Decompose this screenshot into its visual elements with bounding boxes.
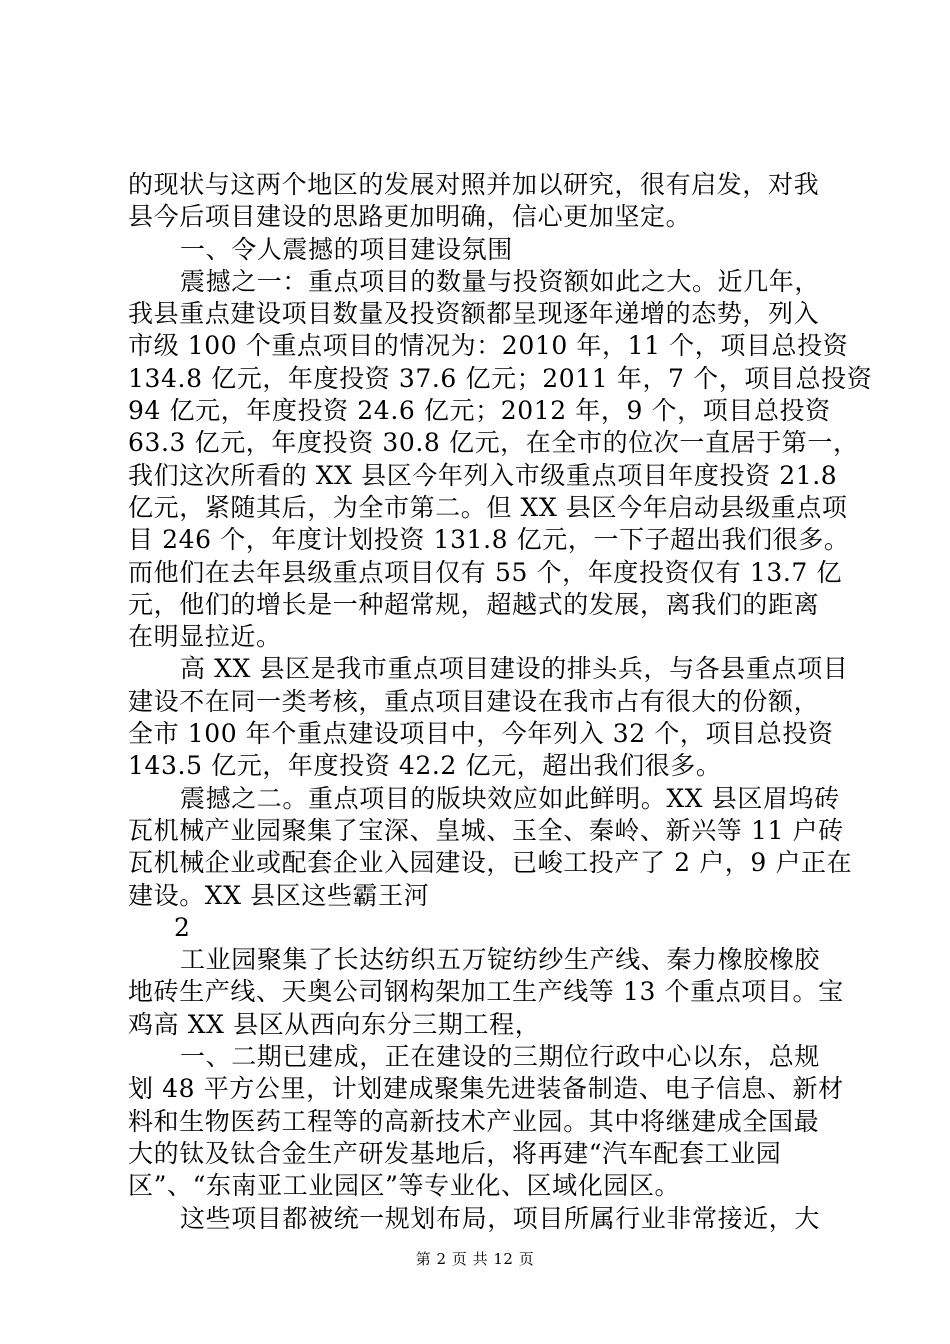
text-line: 我们这次所看的 XX 县区今年列入市级重点项目年度投资 21.8: [128, 460, 838, 490]
text-line: 94 亿元，年度投资 24.6 亿元；2012 年，9 个，项目总投资: [128, 396, 831, 426]
text-line: 工业园聚集了长达纺织五万锭纺纱生产线、秦力橡胶橡胶: [180, 945, 821, 975]
text-line: 市级 100 个重点项目的情况为：2010 年，11 个，项目总投资: [128, 331, 849, 361]
text-line: 地砖生产线、天奥公司钢构架加工生产线等 13 个重点项目。宝: [128, 977, 844, 1007]
text-line: 高 XX 县区是我市重点项目建设的排头兵，与各县重点项目: [180, 654, 849, 684]
text-line: 元，他们的增长是一种超常规，超越式的发展，离我们的距离: [128, 589, 820, 619]
document-body: [128, 169, 873, 1235]
text-line: 在明显拉近。: [128, 622, 282, 652]
text-line: 建设不在同一类考核，重点项目建设在我市占有很大的份额，: [128, 686, 820, 716]
page-number-marker: 2: [174, 912, 191, 942]
text-line: 鸡高 XX 县区从西向东分三期工程，: [128, 1009, 541, 1039]
text-line: 一、二期已建成，正在建设的三期位行政中心以东，总规: [180, 1042, 821, 1072]
text-line: 而他们在去年县级重点项目仅有 55 个，年度投资仅有 13.7 亿: [128, 557, 843, 587]
text-line: 划 48 平方公里，计划建成聚集先进装备制造、电子信息、新材: [128, 1074, 844, 1104]
text-line: 建设。XX 县区这些霸王河: [128, 880, 430, 910]
text-line: 一、令人震撼的项目建设氛围: [180, 234, 513, 264]
text-line: 63.3 亿元，年度投资 30.8 亿元，在全市的位次一直居于第一，: [128, 428, 859, 458]
text-line: 料和生物医药工程等的高新技术产业园。其中将继建成全国最: [128, 1106, 820, 1136]
text-line: 县今后项目建设的思路更加明确，信心更加坚定。: [128, 202, 692, 232]
text-line: 大的钛及钛合金生产研发基地后，将再建“汽车配套工业园: [128, 1138, 782, 1168]
text-line: 这些项目都被统一规划布局，项目所属行业非常接近，大: [180, 1203, 821, 1233]
text-line: 区”、“东南亚工业园区”等专业化、区域化园区。: [128, 1171, 681, 1201]
text-line: 震撼之二。重点项目的版块效应如此鲜明。XX 县区眉坞砖: [180, 783, 840, 813]
text-line: 全市 100 年个重点建设项目中，今年列入 32 个，项目总投资: [128, 719, 834, 749]
text-line: 震撼之一：重点项目的数量与投资额如此之大。近几年，: [180, 266, 821, 296]
text-line: 143.5 亿元，年度投资 42.2 亿元，超出我们很多。: [128, 751, 722, 781]
text-line: 134.8 亿元，年度投资 37.6 亿元；2011 年，7 个，项目总投资: [128, 363, 873, 393]
text-line: 目 246 个，年度计划投资 131.8 亿元，一下子超出我们很多。: [128, 525, 850, 555]
text-line: 的现状与这两个地区的发展对照并加以研究，很有启发，对我: [128, 170, 820, 199]
text-line: 亿元，紧随其后，为全市第二。但 XX 县区今年启动县级重点项: [128, 492, 848, 522]
page-footer: 第 2 页 共 12 页: [415, 1250, 535, 1268]
text-line: 瓦机械产业园聚集了宝深、皇城、玉全、秦岭、新兴等 11 户砖: [128, 815, 844, 845]
text-line: 我县重点建设项目数量及投资额都呈现逐年递增的态势，列入: [128, 299, 820, 329]
text-line: 瓦机械企业或配套企业入园建设，已峻工投产了 2 户，9 户正在: [128, 848, 853, 878]
